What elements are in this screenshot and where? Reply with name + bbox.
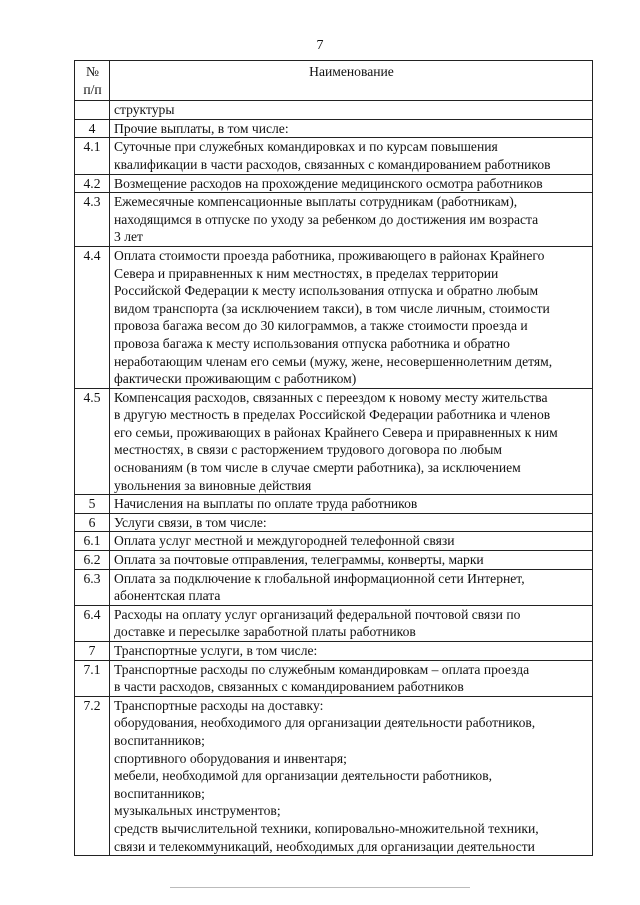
table-row — [75, 119, 593, 138]
table-row — [75, 101, 593, 120]
table-row — [75, 495, 593, 514]
row-text: Оплата услуг местной и междугородней телефонной связи — [110, 532, 593, 551]
row-number: 6.2 — [75, 551, 110, 570]
row-number: 7.1 — [75, 660, 110, 696]
row-text: Транспортные услуги, в том числе: — [110, 642, 593, 661]
row-number: 7 — [75, 642, 110, 661]
page-number: 7 — [316, 38, 324, 53]
expense-items-table — [74, 60, 593, 856]
table-row — [75, 660, 593, 696]
row-number: 4.4 — [75, 246, 110, 388]
table-row — [75, 532, 593, 551]
row-number: 4.2 — [75, 174, 110, 193]
table-row — [75, 138, 593, 174]
table-row — [75, 193, 593, 247]
row-number: 6.3 — [75, 569, 110, 605]
row-text: Начисления на выплаты по оплате труда работников — [110, 495, 593, 514]
row-text: Услуги связи, в том числе: — [110, 513, 593, 532]
table-header-row — [75, 61, 593, 101]
row-text: Оплата за почтовые отправления, телеграммы, конверты, марки — [110, 551, 593, 570]
row-text: Расходы на оплату услуг организаций федеральной почтовой связи по доставке и пересылке заработной платы работников — [110, 605, 593, 641]
row-text: структуры — [110, 101, 593, 120]
row-number: 4.5 — [75, 388, 110, 495]
row-number: 4.3 — [75, 193, 110, 247]
row-number — [75, 101, 110, 120]
table-row — [75, 569, 593, 605]
row-text: Оплата за подключение к глобальной информационной сети Интернет, абонентская плата — [110, 569, 593, 605]
row-number: 6.1 — [75, 532, 110, 551]
table-row — [75, 642, 593, 661]
row-text: Компенсация расходов, связанных с переездом к новому месту жительства в другую местность в пределах Российской Федерации работника и членов его семьи, проживающих в районах Крайнего Севера и приравненных к ним местностях, в связи с расторжением трудового договора по любым основаниям (в том числе в случае смерти работника), за исключением увольнения за виновные действия — [110, 388, 593, 495]
row-number: 5 — [75, 495, 110, 514]
table-row — [75, 388, 593, 495]
row-text: Прочие выплаты, в том числе: — [110, 119, 593, 138]
header-number: № п/п — [75, 61, 110, 101]
table-row — [75, 605, 593, 641]
table-row — [75, 551, 593, 570]
table-row — [75, 174, 593, 193]
row-text: Суточные при служебных командировках и по курсам повышения квалификации в части расходов, связанных с командированием работников — [110, 138, 593, 174]
table-row — [75, 246, 593, 388]
row-number: 6.4 — [75, 605, 110, 641]
row-number: 6 — [75, 513, 110, 532]
header-name: Наименование — [110, 61, 593, 101]
row-text: Возмещение расходов на прохождение медицинского осмотра работников — [110, 174, 593, 193]
row-text: Оплата стоимости проезда работника, проживающего в районах Крайнего Севера и приравненных к ним местностях, в пределах территории Российской Федерации к месту использования отпуска и обратно любым видом транспорта (за исключением такси), в том числе личным, стоимости провоза багажа весом до 30 килограммов, а также стоимости проезда и провоза багажа к месту использования отпуска работника и обратно неработающим членам его семьи (мужу, жене, несовершеннолетним детям, фактически проживающим с работником) — [110, 246, 593, 388]
row-number: 4.1 — [75, 138, 110, 174]
row-number: 4 — [75, 119, 110, 138]
row-text: Ежемесячные компенсационные выплаты сотрудникам (работникам), находящимся в отпуске по уходу за ребенком до достижения им возраста 3 лет — [110, 193, 593, 247]
row-number: 7.2 — [75, 696, 110, 855]
page-bottom-rule — [170, 887, 470, 888]
row-text: Транспортные расходы по служебным командировкам – оплата проезда в части расходов, связанных с командированием работников — [110, 660, 593, 696]
row-text: Транспортные расходы на доставку: оборудования, необходимого для организации деятельности работников, воспитанников; спортивного оборудования и инвентаря; мебели, необходимой для организации деятельности работников, воспитанников; музыкальных инструментов; средств вычислительной техники, копировально-множительной техники, связи и телекоммуникаций, необходимых для организации деятельности — [110, 696, 593, 855]
table-row — [75, 513, 593, 532]
table-row — [75, 696, 593, 855]
